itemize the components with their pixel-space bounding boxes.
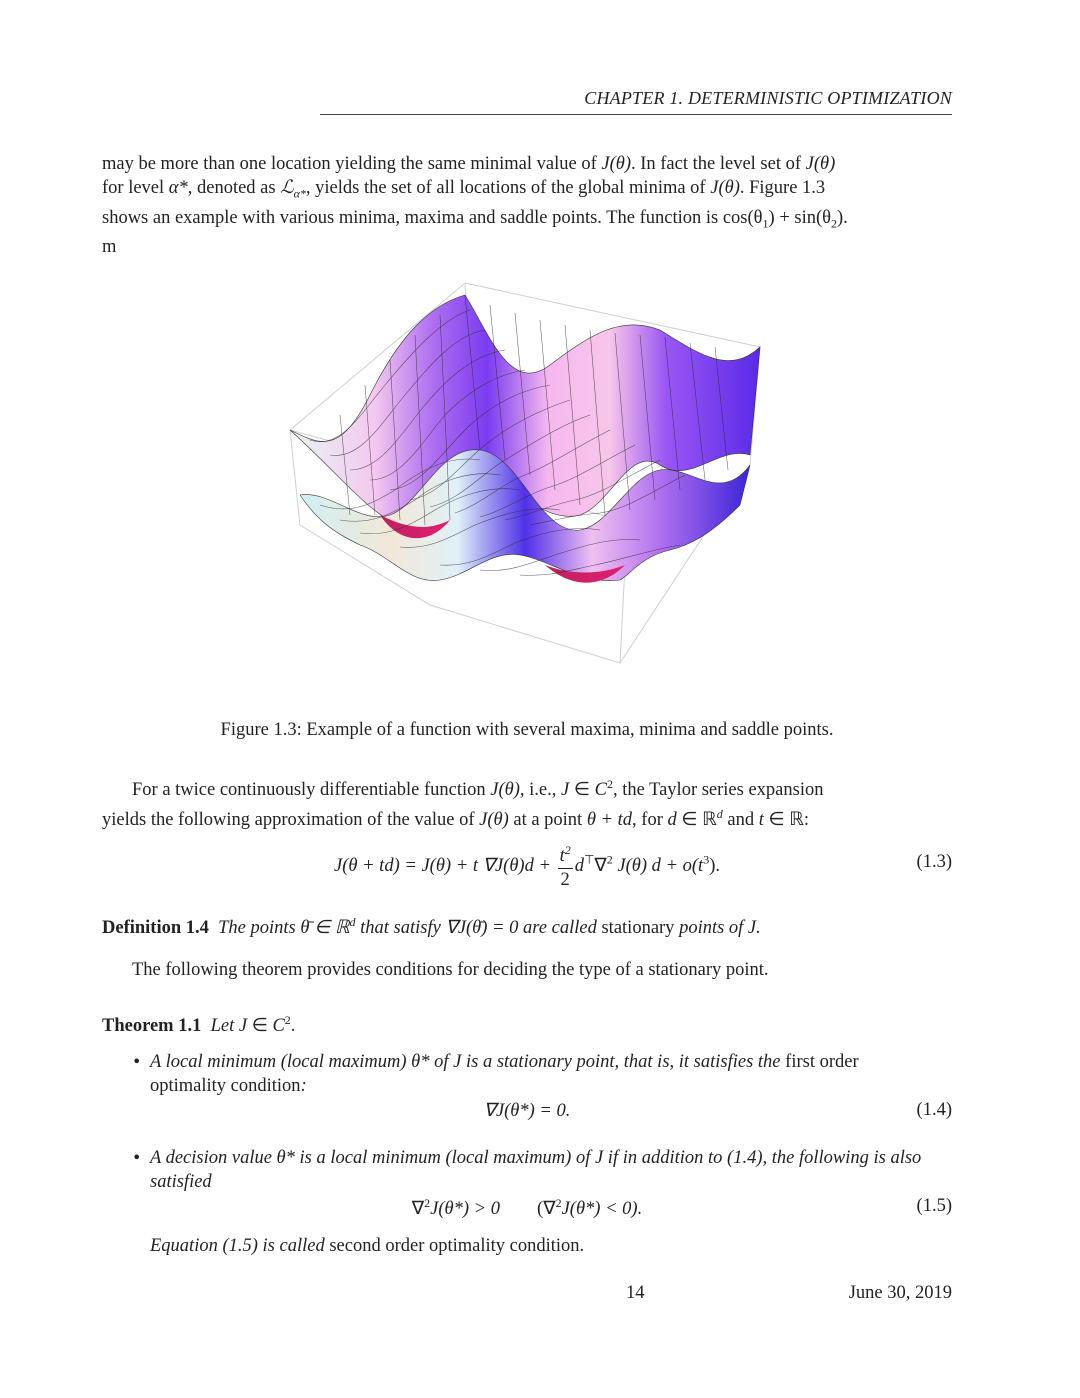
page-number: 14 — [626, 1283, 645, 1303]
surface-plot — [280, 275, 780, 675]
equation-number: (1.3) — [916, 852, 952, 872]
figure-caption: Figure 1.3: Example of a function with several maxima, minima and saddle points. — [220, 720, 834, 740]
definition-1-4: Definition 1.4 The points θ̄ ∈ ℝ$^d$ that satisfy ∇J(θ̄) = 0 are called stationary points of J. — [102, 915, 761, 939]
closing-sentence: Equation (1.5) is called second order optimality condition. — [150, 1236, 585, 1256]
intro-paragraph: may be more than one location yielding the same minimal value of J(θ). In fact the level set of J(θ) for level α*, denoted as ℒ$_{\alpha*}$, yields the set of all locations of the global minima of J(θ). Figure 1.3 shows an example with various minima, maxima and saddle points. The function is $\cos(\theta_1) + \sin(\theta_2)$. m — [102, 154, 848, 258]
surface-plot-figure — [280, 275, 780, 675]
taylor-paragraph: For a twice continuously differentiable function J(θ), i.e., J ∈ $C^2$, the Taylor series expansion yields the following approximation of the value of J(θ) at a point θ + td, for d ∈ ℝ$^d$ and t ∈ ℝ: — [102, 777, 824, 831]
bullet-marker: • — [132, 1052, 142, 1071]
equation-1-5: ∇$^2$J(θ*) > 0 (∇$^2$J(θ*) < 0). (1.5) — [411, 1196, 952, 1220]
equation-number: (1.4) — [916, 1100, 952, 1120]
following-paragraph: The following theorem provides conditions for deciding the type of a stationary point. — [132, 960, 769, 980]
equation-1-3: J(θ + td) = J(θ) + t ∇J(θ)d + $\frac{t^2}{2}$ d⊤∇$^2$ J(θ) $d + o(t^3)$. (1.3) — [333, 843, 952, 890]
footer-date: June 30, 2019 — [848, 1283, 952, 1303]
equation-number: (1.5) — [916, 1196, 952, 1216]
header-rule — [320, 114, 952, 115]
bullet-marker: • — [132, 1148, 142, 1167]
theorem-1-1: Theorem 1.1 Let J ∈ $C^2$. — [102, 1013, 296, 1037]
equation-1-4: ∇J(θ*) = 0. (1.4) — [483, 1100, 952, 1121]
running-head: CHAPTER 1. DETERMINISTIC OPTIMIZATION — [584, 88, 952, 108]
bullet-second-order: A decision value θ* is a local minimum (local maximum) of J if in addition to (1.4), the following is also satisfied — [150, 1148, 922, 1192]
bullet-first-order: A local minimum (local maximum) θ* of J is a stationary point, that is, it satisfies the first order optimality condition: — [150, 1052, 859, 1096]
